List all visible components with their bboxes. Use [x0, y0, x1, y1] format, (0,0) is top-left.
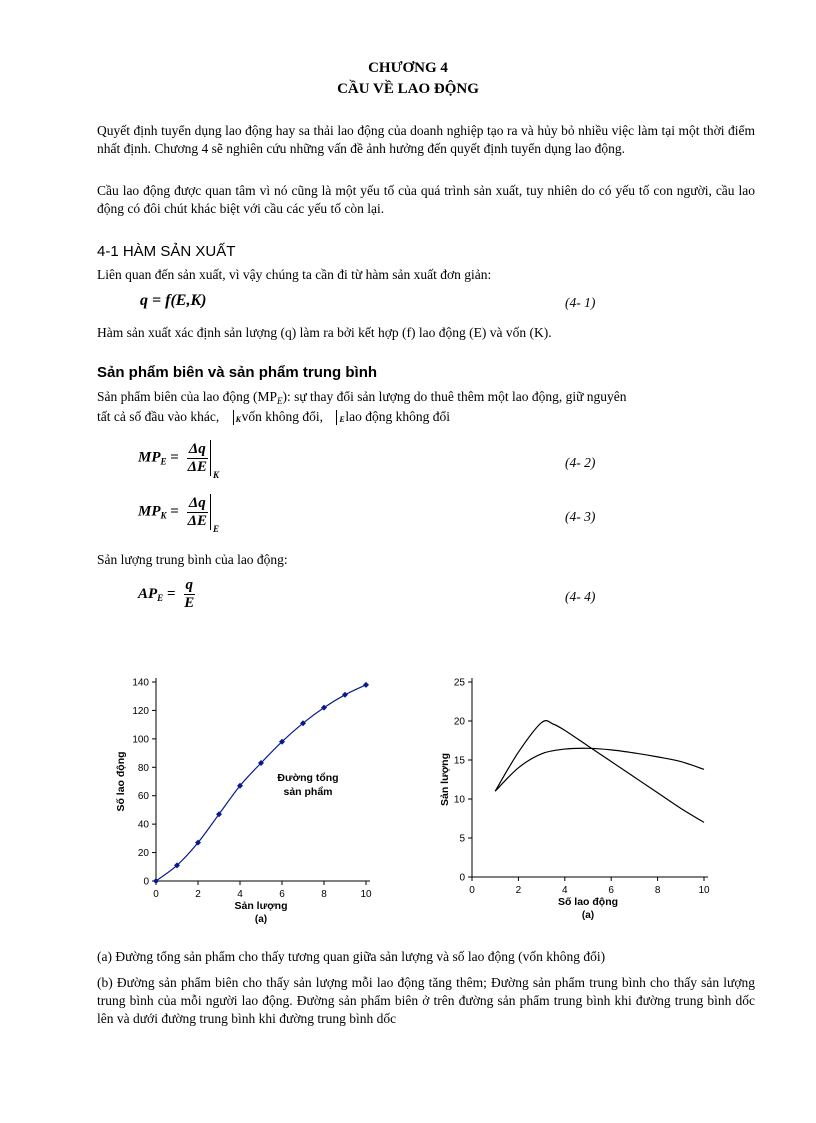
x-tick-label: 2 [195, 889, 201, 900]
mp-def-subscript: E [276, 396, 283, 406]
mp-def-text-d: vốn không đổi, [241, 409, 323, 424]
series-line-1 [495, 721, 704, 823]
mp-def-text-a: Sản phẩm biên của lao động (MP [97, 389, 277, 404]
x-tick-label: 2 [515, 885, 522, 896]
x-tick-label: 6 [279, 889, 285, 900]
equation-number-3: (4- 3) [565, 509, 596, 524]
y-tick-label: 25 [453, 677, 465, 689]
y-tick-label: 20 [453, 716, 465, 728]
section-paragraph-2: Hàm sản xuất xác định sản lượng (q) làm ra bởi kết hợp (f) lao động (E) và vốn (K). [97, 325, 552, 340]
chapter-number: CHƯƠNG 4 [368, 60, 448, 76]
average-product-intro: Sản lượng trung bình của lao động: [97, 552, 288, 567]
section-paragraph-1: Liên quan đến sản xuất, vì vậy chúng ta cần đi từ hàm sản xuất đơn giản: [97, 267, 492, 282]
data-point [342, 692, 348, 698]
x-tick-label: 8 [654, 885, 661, 896]
x-tick-label: 10 [360, 889, 372, 900]
y-tick-label: 60 [137, 791, 149, 803]
marginal-product-definition-line-1 [97, 388, 755, 410]
caption-a: (a) Đường tổng sản phẩm cho thấy tương quan giữa sản lượng và số lao động (vốn không đổi) [97, 949, 606, 964]
marginal-average-product-chart [420, 662, 720, 932]
y-tick-label: 100 [132, 734, 149, 746]
intro-paragraph-1: Quyết định tuyển dụng lao động hay sa thải lao động của doanh nghiệp tạo ra và hủy bỏ nhiều việc làm tại một thời điểm nhất định. Chương 4 sẽ nghiên cứu những vấn đề ảnh hưởng đến quyết định tuyển dụng lao động. [97, 123, 755, 156]
y-tick-label: 80 [137, 762, 149, 774]
x-tick-label: 0 [469, 885, 475, 896]
y-axis-label: Số lao động [115, 751, 127, 812]
x-tick-label: 4 [562, 885, 568, 896]
series-line-2 [495, 748, 704, 791]
mp-def-text-e: lao động không đổi [345, 409, 450, 424]
y-tick-label: 0 [459, 872, 465, 884]
mp-def-text-b: ): sự thay đổi sản lượng do thuê thêm một lao động, giữ nguyên [282, 389, 627, 404]
y-axis-label: Sản lượng [439, 753, 451, 806]
mp-def-text-c: tất cả số đầu vào khác, [97, 409, 220, 424]
bar-e-symbol: E [336, 410, 345, 425]
intro-paragraph-2: Cầu lao động được quan tâm vì nó cũng là một yếu tố của quá trình sản xuất, tuy nhiên do có yếu tố con người, cầu lao động có đôi chút khác biệt với cầu các yếu tố còn lại. [97, 183, 755, 216]
section-heading: 4-1 HÀM SẢN XUẤT [97, 243, 236, 260]
equation-number-4: (4- 4) [565, 589, 596, 604]
y-tick-label: 15 [453, 755, 465, 767]
production-function-formula: q = f(E,K) [140, 292, 207, 309]
x-tick-label: 6 [608, 885, 614, 896]
y-tick-label: 10 [453, 794, 465, 806]
y-tick-label: 40 [137, 819, 149, 831]
subsection-heading: Sản phẩm biên và sản phẩm trung bình [97, 364, 378, 381]
chart-sublabel: (a) [581, 910, 595, 921]
x-tick-label: 8 [321, 889, 327, 900]
y-tick-label: 20 [137, 848, 149, 860]
y-tick-label: 5 [459, 833, 465, 845]
mpe-formula: $MP_E$ = $\frac{\Delta q}{\Delta E}$ K [138, 440, 220, 480]
y-tick-label: 0 [143, 876, 149, 888]
total-product-chart [100, 662, 400, 932]
ape-formula: $AP_E$ = $\frac{q}{E}$ [138, 577, 195, 611]
curve-annotation-line-1: Đường tổng [277, 772, 339, 784]
bar-k-symbol: K [233, 410, 242, 425]
mpk-formula: $MP_K$ = $\frac{\Delta q}{\Delta E}$ E [138, 494, 220, 534]
caption-b: (b) Đường sản phẩm biên cho thấy sản lượng mỗi lao động tăng thêm; Đường sản phẩm trung bình cho thấy sản lượng trung bình của mỗi người lao động. Đường sản phẩm biên ở trên đường sản phẩm trung bình khi đường trung bình dốc lên và dưới đường trung bình khi đường trung bình dốc [97, 975, 755, 1026]
x-axis-label: Số lao động [557, 896, 619, 908]
x-tick-label: 10 [698, 885, 710, 896]
chapter-title: CẦU VỀ LAO ĐỘNG [337, 81, 479, 97]
x-axis-label: Sản lượng [234, 900, 288, 912]
x-tick-label: 0 [153, 889, 159, 900]
x-tick-label: 4 [237, 889, 243, 900]
marginal-product-definition-line-2 [97, 408, 755, 426]
y-tick-label: 140 [132, 677, 149, 689]
data-point [363, 682, 369, 688]
y-tick-label: 120 [132, 705, 149, 717]
chart-sublabel: (a) [254, 914, 268, 925]
equation-number-2: (4- 2) [565, 455, 596, 470]
equation-number-1: (4- 1) [565, 295, 596, 310]
curve-annotation-line-2: sản phẩm [283, 786, 333, 798]
